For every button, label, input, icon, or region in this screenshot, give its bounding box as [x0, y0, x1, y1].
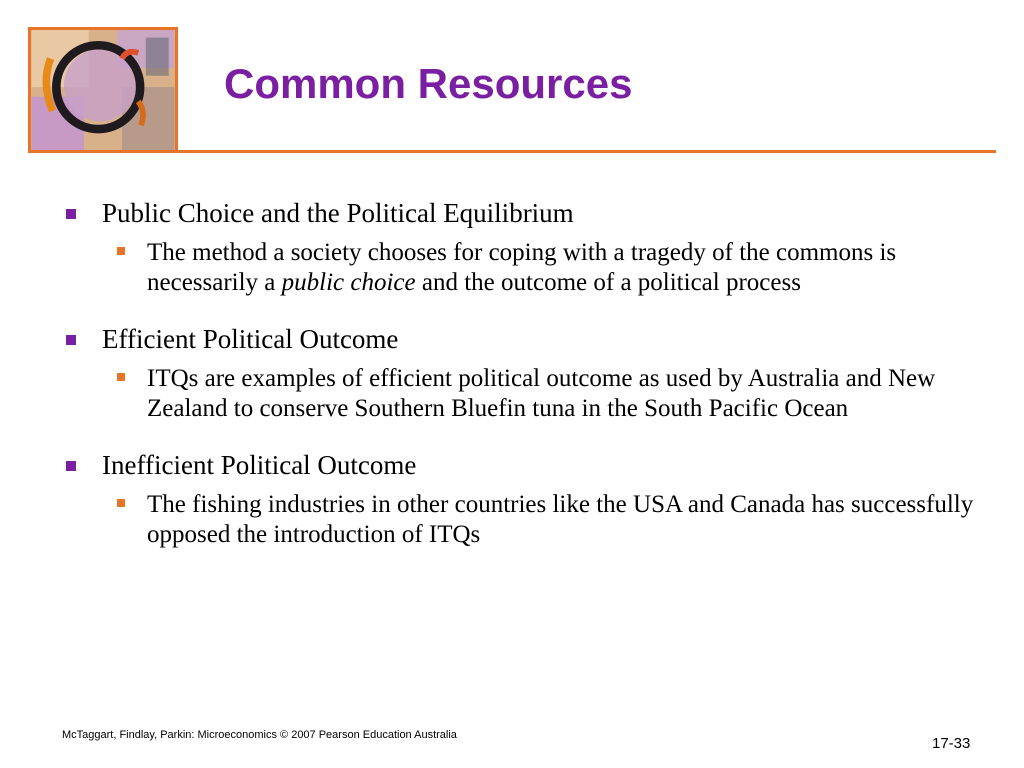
square-bullet-icon	[117, 247, 125, 255]
title-underline-rule	[178, 150, 996, 153]
sub-bullet-text: The method a society chooses for coping with a tragedy of the commons is necessarily a	[147, 239, 897, 296]
square-bullet-icon	[117, 373, 125, 381]
sub-bullet-text: ITQs are examples of efficient political outcome as used by Australia and New Zealand to conserve Southern Bluefin tuna in the South Pacific Ocean	[147, 365, 936, 422]
abstract-circle-logo-icon	[31, 30, 175, 150]
slide-footer-citation: McTaggart, Findlay, Parkin: Microeconomics © 2007 Pearson Education Australia	[62, 729, 457, 741]
bullet-efficient-outcome	[64, 322, 984, 356]
slide-logo-image	[28, 27, 178, 153]
bullet-heading: Inefficient Political Outcome	[102, 450, 417, 480]
sub-bullet-emphasis: public choice	[281, 269, 416, 296]
sub-bullet-text-after: and the outcome of a political process	[415, 269, 801, 296]
sub-bullet-efficient-outcome	[64, 364, 984, 424]
sub-bullet-inefficient-outcome	[64, 490, 984, 550]
square-bullet-icon	[66, 335, 76, 345]
slide-body	[64, 196, 984, 574]
bullet-inefficient-outcome	[64, 448, 984, 482]
sub-bullet-text: The fishing industries in other countries like the USA and Canada has successfully opposed the introduction of ITQs	[147, 491, 974, 548]
sub-bullet-public-choice	[64, 238, 984, 298]
bullet-heading: Efficient Political Outcome	[102, 324, 399, 354]
bullet-heading: Public Choice and the Political Equilibrium	[102, 198, 574, 228]
bullet-public-choice	[64, 196, 984, 230]
slide-page-number: 17-33	[932, 735, 971, 752]
square-bullet-icon	[117, 499, 125, 507]
square-bullet-icon	[66, 461, 76, 471]
square-bullet-icon	[66, 209, 76, 219]
slide-title: Common Resources	[224, 60, 633, 107]
